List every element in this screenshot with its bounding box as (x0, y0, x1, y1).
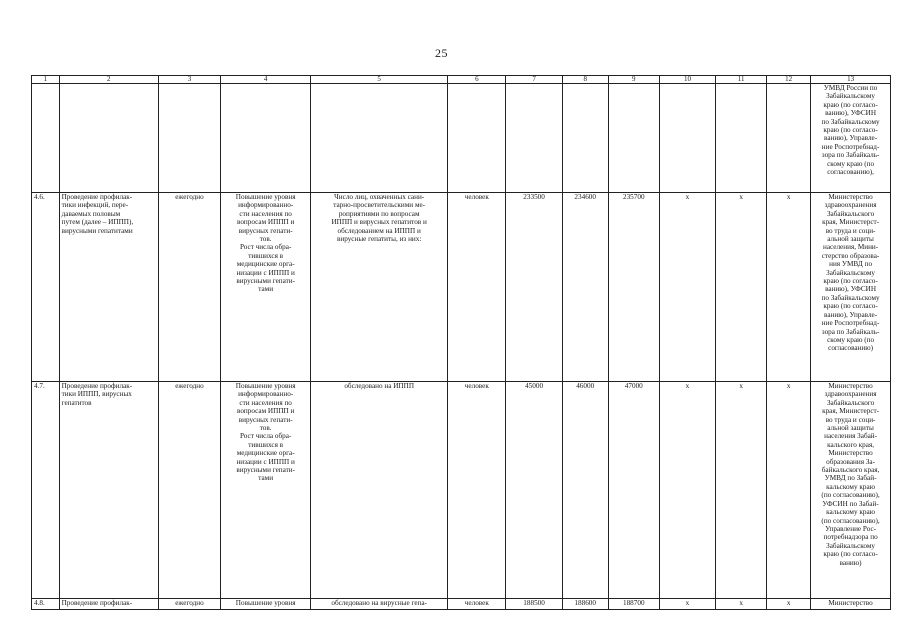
value-cell: 47000 (608, 382, 659, 599)
column-number: 11 (716, 76, 767, 84)
unit-cell: человек (448, 382, 506, 599)
column-number: 3 (158, 76, 220, 84)
value-cell (506, 84, 562, 193)
value-cell: х (767, 193, 811, 382)
value-cell: х (767, 599, 811, 610)
table-row (32, 382, 891, 599)
result-cell (221, 84, 311, 193)
value-cell: 45000 (506, 382, 562, 599)
value-cell (562, 84, 608, 193)
value-cell: х (659, 599, 715, 610)
item-number (32, 84, 60, 193)
value-cell: 188700 (608, 599, 659, 610)
item-number: 4.7. (32, 382, 60, 599)
event-cell: Проведение профилак- тики ИППП, вирусных гепатитов (59, 382, 158, 599)
value-cell: х (659, 382, 715, 599)
value-cell: 233500 (506, 193, 562, 382)
plan-table (31, 75, 891, 610)
table-row (32, 599, 891, 610)
column-number: 5 (311, 76, 448, 84)
value-cell: 46000 (562, 382, 608, 599)
value-cell: 188500 (506, 599, 562, 610)
column-number: 2 (59, 76, 158, 84)
value-cell: х (716, 382, 767, 599)
period-cell: ежегодно (158, 193, 220, 382)
period-cell: ежегодно (158, 599, 220, 610)
executor-cell: Министерство здравоохранения Забайкальского края, Министерст- во труда и соци- альной защиты населения Забай- кальского края, Министерство образования За- байкальского края, УМВД по Забай- кальскому краю (по согласованию), УФСИН по Забай- кальскому краю (по согласованию), Управление Рос- потребнадзора по Забайкальскому краю (по согласо- ванию) (811, 382, 891, 599)
value-cell: 235700 (608, 193, 659, 382)
column-number: 1 (32, 76, 60, 84)
value-cell (659, 84, 715, 193)
indicator-cell (311, 84, 448, 193)
executor-cell: Министерство здравоохранения Забайкальского края, Министерст- во труда и соци- альной защиты населения, Мини- стерство образова- ния УМВД по Забайкальскому краю (по согласо- ванию), УФСИН по Забайкальскому краю (по согласо- ванию), Управле- ние Роспотребнад- зора по Забайкаль- скому краю (по согласованию) (811, 193, 891, 382)
indicator-cell: Число лиц, охваченных сани- тарно-просветительскими ме- роприятиями по вопросам ИППП и вирусных гепатитов и обследованием на ИППП и вирусные гепатиты, из них: (311, 193, 448, 382)
column-number-row (32, 76, 891, 84)
value-cell: х (716, 599, 767, 610)
event-cell: Проведение профилак- (59, 599, 158, 610)
result-cell: Повышение уровня информированно- сти населения по вопросам ИППП и вирусных гепати- тов. Рост числа обра- тившихся в медицинские орга- низации с ИППП и вирусными гепати- тами (221, 382, 311, 599)
column-number: 12 (767, 76, 811, 84)
column-number: 9 (608, 76, 659, 84)
column-number: 6 (448, 76, 506, 84)
column-number: 4 (221, 76, 311, 84)
column-number: 7 (506, 76, 562, 84)
value-cell: х (767, 382, 811, 599)
value-cell (608, 84, 659, 193)
value-cell: х (716, 193, 767, 382)
column-number: 13 (811, 76, 891, 84)
value-cell: 234600 (562, 193, 608, 382)
unit-cell (448, 84, 506, 193)
period-cell (158, 84, 220, 193)
item-number: 4.6. (32, 193, 60, 382)
value-cell: х (659, 193, 715, 382)
value-cell (767, 84, 811, 193)
unit-cell: человек (448, 599, 506, 610)
indicator-cell: обследовано на ИППП (311, 382, 448, 599)
result-cell: Повышение уровня (221, 599, 311, 610)
executor-cell: УМВД России по Забайкальскому краю (по согласо- ванию), УФСИН по Забайкальскому краю (по согласо- ванию), Управле- ние Роспотребнад- зора по Забайкаль- скому краю (по согласованию), (811, 84, 891, 193)
table-row (32, 193, 891, 382)
event-cell: Проведение профилак- тики инфекций, пере- даваемых половым путем (далее – ИППП), вирусными гепатитами (59, 193, 158, 382)
value-cell: 188600 (562, 599, 608, 610)
page-number: 25 (435, 46, 448, 60)
unit-cell: человек (448, 193, 506, 382)
period-cell: ежегодно (158, 382, 220, 599)
event-cell (59, 84, 158, 193)
value-cell (716, 84, 767, 193)
table-row (32, 84, 891, 193)
column-number: 10 (659, 76, 715, 84)
indicator-cell: обследовано на вирусные гепа- (311, 599, 448, 610)
result-cell: Повышение уровня информированно- сти населения по вопросам ИППП и вирусных гепати- тов. Рост числа обра- тившихся в медицинские орга- низации с ИППП и вирусными гепати- тами (221, 193, 311, 382)
executor-cell: Министерство (811, 599, 891, 610)
column-number: 8 (562, 76, 608, 84)
item-number: 4.8. (32, 599, 60, 610)
